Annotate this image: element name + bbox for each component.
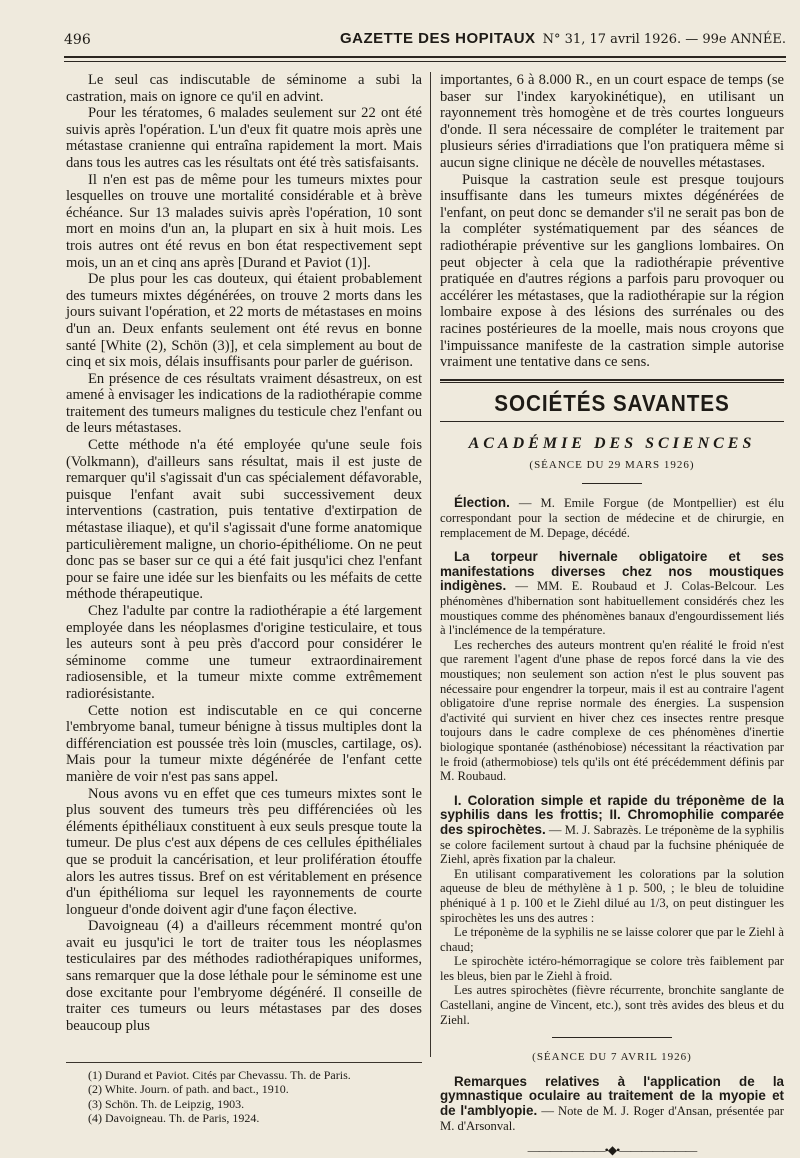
short-rule	[552, 1037, 672, 1038]
session-date: (SÉANCE DU 29 MARS 1926)	[529, 458, 695, 471]
column-divider	[430, 72, 431, 1057]
journal-title: GAZETTE DES HOPITAUX	[340, 30, 536, 47]
footnotes	[66, 1068, 422, 1126]
footnote: (4) Davoigneau. Th. de Paris, 1924.	[88, 1111, 260, 1126]
footnote: (2) White. Journ. of path. and bact., 1910.	[88, 1082, 289, 1097]
report-text: Le tréponème de la syphilis ne se laisse colorer que par le Ziehl à chaud;	[440, 925, 784, 954]
report-election	[440, 496, 784, 540]
report-title: Élection.	[454, 495, 510, 511]
footnote-rule	[66, 1062, 422, 1063]
page-header	[64, 30, 786, 52]
report-authors: — MM. E. Roubaud et J. Colas-Belcour.	[506, 579, 757, 594]
paragraph: De plus pour les cas douteux, qui étaient probablement des tumeurs mixtes dégénérées, on trouve 2 morts dans les jours suivant l'opération, et 22 morts de métastases en moins d'un an. Deux enfants seulement ont été revus en bonne santé [White (2), Schön (3)], et cela simplement au bout de cinq et six mois, délais insuffisants pour parler de guérison.	[66, 271, 422, 371]
right-column	[440, 72, 784, 1158]
report-text: En utilisant comparativement les colorations par la solution aqueuse de bleu de méthylène à 1 p. 500, ; le bleu de toluidine phéniqué à 1 p. 100 et le Ziehl dilué au 1/3, on peut distinguer les spirochètes les uns des autres :	[440, 866, 784, 925]
report-torpeur	[440, 550, 784, 638]
report-coloration	[440, 794, 784, 867]
left-column	[66, 72, 422, 1057]
paragraph: Le seul cas indiscutable de séminome a subi la castration, mais on ignore ce qu'il en advint.	[66, 72, 422, 105]
report-title: Remarques relatives à l'application de la gymnastique oculaire au traitement de la myopie et de l'amblyopie.	[440, 1073, 784, 1119]
report-text: — M. Emile Forgue (de Montpellier) est élu correspondant pour la section de médecine et de chirurgie, en remplacement de M. Depage, décédé.	[440, 496, 784, 540]
section-title-rule	[440, 421, 784, 422]
section-rule	[440, 379, 784, 381]
paragraph: Cette méthode n'a été employée qu'une seule fois (Volkmann), d'ailleurs sans résultat, mais il est juste de remarquer qu'il s'agissait d'un cas spécialement défavorable, puisque l'enfant avait subi successivement deux interventions (castration, puis tentative d'extirpation de métastase iliaque), et qu'il s'agissait d'une forme anatomique particulièrement maligne, un chorio-épithéliome. On ne peut donc pas se baser sur ce qui a été fait jusqu'ici chez l'enfant pour se faire une idée sur les bienfaits ou les méfaits de cette méthode thérapeutique.	[66, 437, 422, 603]
header-rule	[64, 56, 786, 58]
report-remarques	[440, 1075, 784, 1133]
paragraph: Cette notion est indiscutable en ce qui concerne l'embryome banal, tumeur bénigne à tissus multiples dont la différenciation est poussée très loin (muscles, cartilage, os). Mais pour la tumeur mixte dégénérée de l'enfant cette manière de voir n'est pas sans appel.	[66, 702, 422, 785]
page-number: 496	[64, 32, 91, 48]
section-title: SOCIÉTÉS SAVANTES	[494, 389, 730, 416]
footnote: (3) Schön. Th. de Leipzig, 1903.	[88, 1096, 245, 1111]
paragraph: Pour les tératomes, 6 malades seulement sur 22 ont été suivis après l'opération. L'un d'eux fit quatre mois après une métastase cranienne qui entraîna rapidement la mort. Mais dans tous les autres cas les résultats ont été très satisfaisants.	[66, 105, 422, 171]
report-text: Le spirochète ictéro-hémorragique se colore très faiblement par les bleus, bien par le Ziehl à froid.	[440, 954, 784, 983]
academy-heading: ACADÉMIE DES SCIENCES	[468, 435, 756, 453]
report-title: I. Coloration simple et rapide du tréponème de la syphilis dans les frottis; II. Chromophilie comparée des spirochètes.	[440, 792, 784, 837]
paragraph: importantes, 6 à 8.000 R., en un court espace de temps (se baser sur l'index karyokinétique), en utilisant un rayonnement très homogène et de très courtes longueurs d'onde. Il sera nécessaire de compléter le traitement par plusieurs séries d'irradiations que l'on pratiquera même si aucun signe clinique ne décèle de nouvelles métastases.	[440, 72, 784, 171]
short-rule	[582, 483, 642, 484]
paragraph: Puisque la castration seule est presque toujours insuffisante dans les tumeurs mixtes dégénérées de l'enfant, on peut donc se demander s'il ne serait pas bon de la compléter systématiquement par des séances de radiothérapie préventive sur les ganglions lombaires. On peut objecter à cela que la radiothérapie préventive pratiquée en d'autres régions a parfois paru provoquer ou accélérer les métastases, que la radiothérapie sur la région lombaire expose à des lésions des surrénales ou des racines postérieures de la moelle, mais nous croyons que l'impuissance manifeste de la castration simple autorise vraiment une tentative dans ce sens.	[440, 171, 784, 371]
paragraph: Nous avons vu en effet que ces tumeurs mixtes sont le plus souvent des tumeurs très peu différenciées où les éléments épithéliaux constituent à eux seuls presque toute la tumeur. De plus c'est aux dépens de ces cellules épithéliales que se produit la cancérisation, et leur prolifération étouffe alors les autres tissus. Bref on est véritablement en présence d'un épithélioma sur lequel les rayonnements de courte longueur d'onde doivent agir d'une façon élective.	[66, 785, 422, 918]
footnote: (1) Durand et Paviot. Cités par Chevassu. Th. de Paris.	[88, 1068, 351, 1082]
report-text: Les autres spirochètes (fièvre récurrente, bronchite sanglante de Castellani, angine de Vincent, etc.), sont très avides des bleus et du Ziehl.	[440, 983, 784, 1027]
report-text: Le tréponème de la syphilis se colore facilement surtout à chaud par la fuchsine phéniquée de Ziehl, après fixation par la chaleur.	[440, 822, 784, 867]
paragraph: Il n'en est pas de même pour les tumeurs mixtes pour lesquelles on trouve une mortalité considérable et à brève échéance. Sur 13 malades suivis après l'opération, 10 sont mort en moins d'un an, la plupart en six à huit mois. Les trois autres ont été revus en bon état respectivement sept mois, un an et cinq ans après [Durand et Paviot (1)].	[66, 171, 422, 271]
report-title: La torpeur hivernale obligatoire et ses manifestations diverses chez nos moustiques indigènes.	[440, 549, 784, 594]
report-text: Les recherches des auteurs montrent qu'en réalité le froid n'est que rarement l'agent d'une phase de repos forcé dans la vie des moustiques; non seulement son action n'est le plus souvent pas nécessaire pour engendrer la torpeur, mais il est au contraire l'agent obligatoire d'une reprise normale des énergies. La suspension d'activité qui survient en hiver chez ces insectes rentre presque toujours dans le cadre complexe de ces phénomènes d'inertie biologique spontanée (asthénobiose) nécessitant la réactivation par le froid (athermobiose) tels qu'ils ont été précédemment définis par M. Roubaud.	[440, 637, 784, 784]
end-ornament: ———————•◆•———————	[527, 1143, 697, 1158]
header-rule-thin	[64, 61, 786, 62]
report-authors: — M. J. Sabrazès.	[545, 822, 642, 837]
report-text: Les phénomènes d'hibernation sont habituellement considérés chez les moustiques comme des phénomènes banaux d'engourdissement liés à l'inclémence de la température.	[440, 579, 784, 638]
academy-reports	[440, 496, 784, 1157]
section-rule-thin	[440, 382, 784, 383]
session-date: (SÉANCE DU 7 AVRIL 1926)	[532, 1051, 692, 1064]
issue-info: N° 31, 17 avril 1926. — 99e ANNÉE.	[542, 32, 786, 47]
report-text: — Note de M. J. Roger d'Ansan, présentée par M. d'Arsonval.	[440, 1104, 784, 1133]
paragraph: En présence de ces résultats vraiment désastreux, on est amené à envisager les indications de la radiothérapie comme traitement des tumeurs malignes du testicule chez l'enfant ou de leurs métastases.	[66, 370, 422, 437]
paragraph: Davoigneau (4) a d'ailleurs récemment montré qu'on avait eu jusqu'ici le tort de traiter tous les néoplasmes testiculaires par des méthodes radiothérapiques uniformes, sans remarquer que la dose léthale pour le séminome est une dose excitante pour l'embryome dégénéré. Il conseille de traiter ces tumeurs ou leurs métastases par des doses beaucoup plus	[66, 918, 422, 1034]
paragraph: Chez l'adulte par contre la radiothérapie a été largement employée dans les néoplasmes d'origine testiculaire, et tous les auteurs sont à peu près d'accord pour considérer le séminome comme une tumeur extraordinairement radiosensible, et la tumeur mixte comme extrêmement radiorésistante.	[66, 603, 422, 702]
